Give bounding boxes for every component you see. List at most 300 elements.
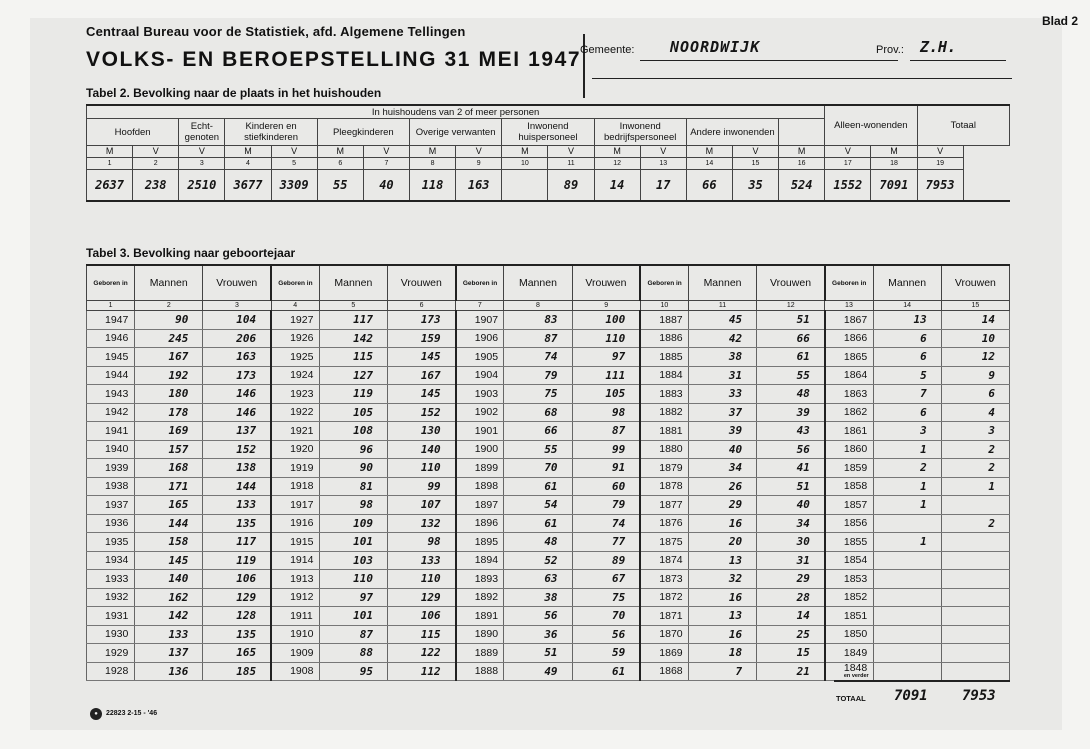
count-text: 110 [420, 572, 441, 586]
birth-year [825, 311, 873, 330]
birth-year-text: 1893 [474, 572, 499, 585]
col-number: 5 [271, 158, 317, 170]
count-text: 137 [236, 424, 257, 438]
birth-year-text: 1863 [843, 387, 868, 400]
count-text: 132 [420, 516, 441, 530]
count-value [757, 496, 825, 515]
sex-label: M [409, 146, 455, 158]
vrouwen-header: Vrouwen [387, 265, 455, 301]
count-text: 117 [353, 313, 373, 327]
birth-year [87, 422, 135, 441]
count-value [203, 514, 271, 533]
birth-year [456, 348, 504, 367]
birth-year [640, 311, 688, 330]
birth-year-text: 1876 [659, 517, 683, 530]
table-row [87, 366, 1010, 385]
birth-year [271, 311, 319, 330]
sex-label: V [456, 146, 502, 158]
count-text: 28 [796, 590, 810, 604]
birth-year [271, 422, 319, 441]
count-value [688, 385, 756, 404]
count-text: 144 [168, 516, 189, 530]
count-value [572, 477, 640, 496]
count-value [387, 625, 455, 644]
col-number: 5 [319, 301, 387, 311]
birth-year [456, 422, 504, 441]
count-text: 98 [612, 405, 626, 419]
count-value [688, 625, 756, 644]
count-text: 138 [236, 461, 257, 475]
count-value [688, 459, 756, 478]
table2-value: 17 [640, 170, 686, 202]
col-number: 14 [686, 158, 732, 170]
col-number: 7 [456, 301, 504, 311]
birth-year-text: 1903 [474, 387, 499, 400]
count-text: 31 [728, 368, 743, 382]
birth-year [271, 366, 319, 385]
count-text: 185 [236, 664, 257, 678]
count-text: 43 [796, 424, 810, 438]
vrouwen-header: Vrouwen [203, 265, 271, 301]
birth-year-text: 1913 [290, 572, 314, 585]
birth-year [271, 329, 319, 348]
count-text: 117 [236, 535, 257, 549]
birth-year-text: 1873 [659, 572, 683, 585]
birth-year [456, 496, 504, 515]
count-text: 81 [359, 479, 373, 493]
birth-year-text: 1947 [105, 313, 129, 326]
table2-value: 524 [779, 170, 825, 202]
count-text: 38 [544, 590, 558, 604]
count-value [941, 607, 1009, 626]
count-value [688, 551, 756, 570]
count-text: 107 [420, 498, 441, 512]
count-text: 109 [353, 516, 373, 530]
col-header: Overige verwanten [409, 119, 501, 146]
count-text: 79 [612, 498, 626, 512]
gemeente-label: Gemeente: [580, 44, 635, 56]
count-value [504, 570, 572, 589]
birth-year [825, 662, 873, 681]
table-row [87, 477, 1010, 496]
count-text: 133 [168, 627, 189, 641]
table-row [87, 385, 1010, 404]
count-value [941, 514, 1009, 533]
count-value [135, 662, 203, 681]
birth-year-text: 1930 [105, 628, 129, 641]
count-value [941, 496, 1009, 515]
count-value [387, 662, 455, 681]
sex-label: M [594, 146, 640, 158]
birth-year-text: 1900 [474, 443, 499, 456]
birth-year [271, 570, 319, 589]
count-text: 106 [420, 609, 441, 623]
count-text: 2 [920, 461, 927, 475]
count-text: 119 [353, 387, 373, 401]
birth-year-text: 1858 [843, 480, 868, 493]
count-value [572, 551, 640, 570]
sex-label: V [640, 146, 686, 158]
birth-year-text: 1850 [843, 628, 868, 641]
birth-year-text: 1944 [105, 369, 129, 382]
count-text: 159 [420, 331, 441, 345]
col-number: 14 [873, 301, 941, 311]
birth-year [87, 607, 135, 626]
birth-year-text: 1895 [474, 535, 499, 548]
count-value [135, 514, 203, 533]
birth-year [640, 385, 688, 404]
table-row [87, 662, 1010, 681]
count-value [387, 329, 455, 348]
count-value [387, 459, 455, 478]
birth-year [640, 662, 688, 681]
birth-year-text: 1887 [659, 313, 683, 326]
form-title: VOLKS- EN BEROEPSTELLING 31 MEI 1947 [86, 48, 582, 71]
birth-year [825, 644, 873, 663]
count-text: 67 [612, 572, 626, 586]
birth-year [640, 348, 688, 367]
col-number: 6 [317, 158, 363, 170]
count-text: 38 [728, 350, 743, 364]
birth-year-text: 1922 [290, 406, 314, 419]
count-value [572, 644, 640, 663]
count-value [757, 477, 825, 496]
count-text: 33 [728, 387, 743, 401]
count-value [572, 403, 640, 422]
count-text: 34 [796, 516, 810, 530]
count-value [757, 459, 825, 478]
count-text: 63 [544, 572, 558, 586]
birth-year [87, 496, 135, 515]
count-value [135, 440, 203, 459]
count-value [135, 422, 203, 441]
birth-year-text: 1932 [105, 591, 129, 604]
count-value [319, 625, 387, 644]
count-value [873, 329, 941, 348]
count-text: 135 [236, 516, 257, 530]
count-text: 1 [920, 535, 927, 549]
count-value [572, 311, 640, 330]
birth-year-text: 1910 [290, 628, 314, 641]
col-number: 6 [387, 301, 455, 311]
birth-year [87, 348, 135, 367]
col-number: 8 [409, 158, 455, 170]
table2-value: 35 [732, 170, 778, 202]
vrouwen-header: Vrouwen [757, 265, 825, 301]
sex-label: V [363, 146, 409, 158]
count-text: 110 [605, 331, 626, 345]
col-header: Pleegkinderen [317, 119, 409, 146]
count-text: 145 [420, 350, 441, 364]
birth-year-text: 1897 [474, 498, 499, 511]
count-value [873, 385, 941, 404]
count-text: 98 [359, 498, 373, 512]
birth-year-text: 1939 [105, 461, 129, 474]
count-text: 146 [236, 387, 257, 401]
count-text: 5 [920, 368, 927, 382]
count-text: 42 [728, 331, 743, 345]
birth-year [456, 588, 504, 607]
birth-year [271, 477, 319, 496]
birth-year [87, 551, 135, 570]
birth-year [640, 514, 688, 533]
count-value [941, 348, 1009, 367]
col-number: 3 [203, 301, 271, 311]
birth-year [271, 551, 319, 570]
vrouwen-header: Vrouwen [941, 265, 1009, 301]
count-value [387, 644, 455, 663]
count-value [941, 440, 1009, 459]
table2-value: 3309 [271, 170, 317, 202]
birth-year [271, 625, 319, 644]
count-value [504, 440, 572, 459]
birth-year-text: 1946 [105, 332, 129, 345]
count-text: 18 [728, 646, 743, 660]
count-text: 7 [735, 664, 743, 678]
count-text: 68 [544, 405, 558, 419]
count-value [135, 607, 203, 626]
birth-year [87, 662, 135, 681]
count-text: 61 [544, 516, 558, 530]
birth-year [271, 533, 319, 552]
birth-year [640, 625, 688, 644]
count-value [504, 422, 572, 441]
birth-year [825, 422, 873, 441]
col-number: 11 [688, 301, 756, 311]
count-text: 29 [728, 498, 743, 512]
birth-year [640, 533, 688, 552]
count-value [319, 385, 387, 404]
count-value [688, 348, 756, 367]
birth-year-text: 1937 [105, 498, 129, 511]
en-verder-label: en verder [843, 672, 869, 679]
count-value [504, 533, 572, 552]
count-value [941, 385, 1009, 404]
birth-year-text: 1911 [290, 609, 313, 622]
count-value [387, 403, 455, 422]
printer-logo-icon: ● [90, 708, 102, 720]
table2-value: 89 [548, 170, 594, 202]
count-value [387, 570, 455, 589]
count-text: 4 [988, 405, 995, 419]
col-number: 1 [87, 301, 135, 311]
totaal-vrouwen: 7953 [962, 688, 996, 704]
birth-year-text: 1849 [843, 646, 868, 659]
table2-value: 1552 [825, 170, 871, 202]
count-value [873, 607, 941, 626]
birth-year-text: 1865 [843, 350, 868, 363]
birth-year [456, 311, 504, 330]
count-text: 75 [612, 590, 626, 604]
table-row [87, 514, 1010, 533]
count-text: 32 [728, 572, 743, 586]
count-value [757, 570, 825, 589]
birth-year-text: 1869 [659, 646, 683, 659]
birth-year [87, 477, 135, 496]
mannen-header: Mannen [504, 265, 572, 301]
count-value [572, 348, 640, 367]
col-header: Hoofden [87, 119, 179, 146]
header-line [592, 78, 1012, 79]
sex-label: M [225, 146, 271, 158]
count-text: 87 [544, 331, 558, 345]
birth-year [825, 570, 873, 589]
birth-year [456, 440, 504, 459]
count-text: 66 [544, 424, 558, 438]
count-value [504, 625, 572, 644]
count-text: 130 [420, 424, 441, 438]
count-value [387, 607, 455, 626]
count-value [688, 662, 756, 681]
birth-year [456, 625, 504, 644]
count-text: 101 [353, 535, 373, 549]
count-text: 66 [796, 331, 810, 345]
count-text: 16 [728, 627, 743, 641]
count-text: 144 [236, 479, 257, 493]
table-row [87, 588, 1010, 607]
count-value [572, 329, 640, 348]
count-text: 180 [168, 387, 189, 401]
birth-year-text: 1853 [843, 572, 868, 585]
count-value [203, 311, 271, 330]
count-text: 122 [420, 646, 441, 660]
birth-year [456, 514, 504, 533]
sex-label: M [87, 146, 133, 158]
count-text: 37 [728, 405, 743, 419]
table2-value: 118 [409, 170, 455, 202]
count-value [941, 459, 1009, 478]
table-row [87, 403, 1010, 422]
birth-year-text: 1862 [843, 406, 868, 419]
birth-year [640, 329, 688, 348]
mannen-header: Mannen [135, 265, 203, 301]
count-value [135, 625, 203, 644]
birth-year-text: 1912 [290, 591, 314, 604]
count-value [504, 459, 572, 478]
count-text: 31 [796, 553, 810, 567]
count-value [387, 422, 455, 441]
count-value [688, 403, 756, 422]
count-text: 26 [728, 479, 743, 493]
count-value [319, 644, 387, 663]
count-text: 48 [796, 387, 810, 401]
count-value [319, 607, 387, 626]
count-value [688, 644, 756, 663]
count-value [572, 588, 640, 607]
count-value [757, 440, 825, 459]
birth-year [271, 514, 319, 533]
count-value [135, 551, 203, 570]
sex-label: V [732, 146, 778, 158]
birth-year [87, 385, 135, 404]
count-text: 173 [236, 368, 257, 382]
count-value [873, 366, 941, 385]
count-value [203, 662, 271, 681]
count-text: 119 [236, 553, 257, 567]
count-value [941, 570, 1009, 589]
birth-year-text: 1931 [105, 609, 129, 622]
province-underline [910, 60, 1006, 61]
count-text: 55 [544, 442, 558, 456]
birth-year-text: 1899 [474, 461, 499, 474]
count-text: 89 [612, 553, 626, 567]
birth-year-text: 1926 [290, 332, 314, 345]
birth-year [825, 533, 873, 552]
table-row [87, 440, 1010, 459]
count-text: 25 [796, 627, 810, 641]
count-text: 40 [796, 498, 810, 512]
group-header: In huishoudens van 2 of meer personen [87, 105, 825, 119]
count-text: 54 [544, 498, 558, 512]
count-value [941, 422, 1009, 441]
birth-year [271, 403, 319, 422]
table-row [87, 644, 1010, 663]
count-value [688, 607, 756, 626]
count-text: 56 [796, 442, 810, 456]
count-text: 152 [236, 442, 257, 456]
count-value [941, 477, 1009, 496]
birth-year [87, 514, 135, 533]
count-text: 1 [920, 442, 927, 456]
count-text: 88 [359, 646, 373, 660]
count-value [873, 533, 941, 552]
birth-year-text: 1870 [659, 628, 683, 641]
count-text: 60 [612, 479, 626, 493]
count-value [203, 625, 271, 644]
count-text: 206 [236, 331, 257, 345]
count-value [387, 514, 455, 533]
totaal-label: TOTAAL [836, 694, 866, 703]
count-value [688, 588, 756, 607]
count-text: 6 [920, 405, 927, 419]
count-text: 45 [728, 313, 743, 327]
birth-year-text: 1928 [105, 665, 129, 678]
col-number: 2 [135, 301, 203, 311]
birth-year-text: 1943 [105, 387, 129, 400]
geboren-in-header: Geboren in [640, 265, 688, 301]
count-text: 13 [728, 553, 743, 567]
birth-year-text: 1871 [659, 609, 683, 622]
count-value [135, 459, 203, 478]
table2-value: 66 [686, 170, 732, 202]
count-value [319, 551, 387, 570]
col-number: 1 [87, 158, 133, 170]
birth-year [87, 625, 135, 644]
birth-year-text: 1864 [843, 369, 868, 382]
col-totaal: Totaal [917, 105, 1009, 146]
birth-year-text: 1861 [843, 424, 868, 437]
table-row [87, 496, 1010, 515]
count-text: 91 [612, 461, 626, 475]
count-value [504, 496, 572, 515]
birth-year [640, 496, 688, 515]
count-text: 59 [612, 646, 626, 660]
count-value [504, 385, 572, 404]
sex-label: V [825, 146, 871, 158]
birth-year [825, 329, 873, 348]
count-text: 133 [420, 553, 441, 567]
count-text: 75 [544, 387, 558, 401]
birth-year [456, 403, 504, 422]
birth-year-text: 1881 [659, 424, 683, 437]
count-value [387, 440, 455, 459]
count-text: 56 [612, 627, 626, 641]
count-text: 3 [920, 424, 927, 438]
count-text: 142 [353, 331, 373, 345]
count-value [873, 403, 941, 422]
table2-value [502, 170, 548, 202]
count-text: 95 [359, 664, 373, 678]
